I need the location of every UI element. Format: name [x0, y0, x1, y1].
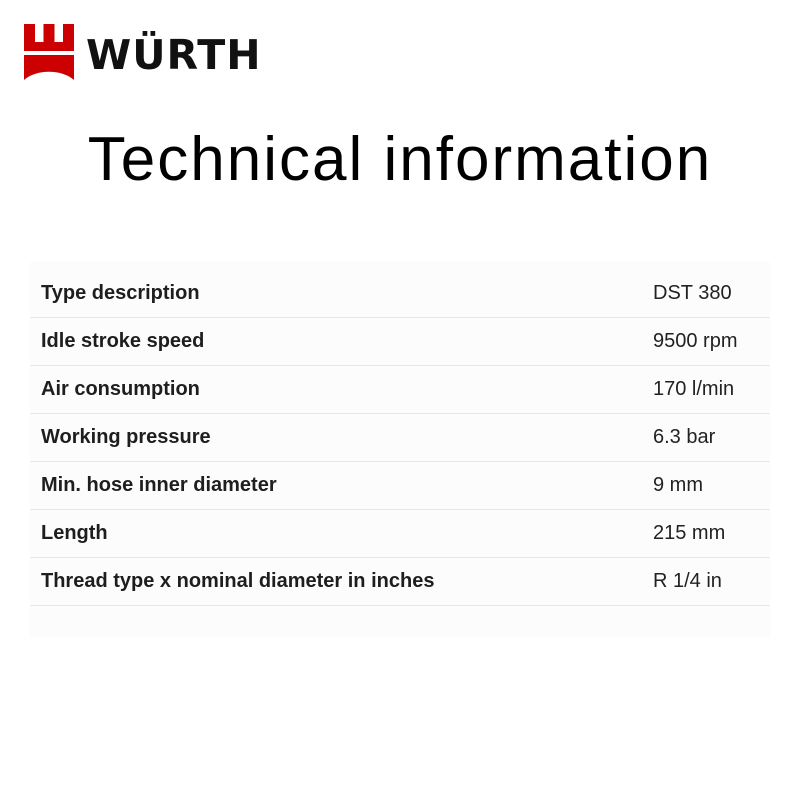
- page-title: Technical information: [87, 125, 713, 194]
- spec-label: Working pressure: [30, 414, 641, 462]
- spec-value: 9 mm: [641, 462, 770, 510]
- table-row: [30, 558, 770, 606]
- spec-label: Type description: [30, 270, 641, 318]
- brand-logo: [24, 24, 262, 80]
- spec-label: Air consumption: [30, 366, 641, 414]
- table-row: [30, 366, 770, 414]
- spec-panel: [30, 262, 770, 638]
- spec-value: DST 380: [641, 270, 770, 318]
- table-row: [30, 270, 770, 318]
- table-row: [30, 510, 770, 558]
- table-row: [30, 414, 770, 462]
- table-row: [30, 318, 770, 366]
- spec-label: Length: [30, 510, 641, 558]
- spec-table: [30, 270, 770, 606]
- spec-value: 9500 rpm: [641, 318, 770, 366]
- spec-label: Thread type x nominal diameter in inches: [30, 558, 641, 606]
- spec-value: 170 l/min: [641, 366, 770, 414]
- table-row: [30, 462, 770, 510]
- spec-label: Min. hose inner diameter: [30, 462, 641, 510]
- brand-name: WÜRTH: [86, 30, 262, 79]
- spec-label: Idle stroke speed: [30, 318, 641, 366]
- spec-value: 6.3 bar: [641, 414, 770, 462]
- wurth-logo-icon: [24, 24, 74, 80]
- spec-value: 215 mm: [641, 510, 770, 558]
- spec-value: R 1/4 in: [641, 558, 770, 606]
